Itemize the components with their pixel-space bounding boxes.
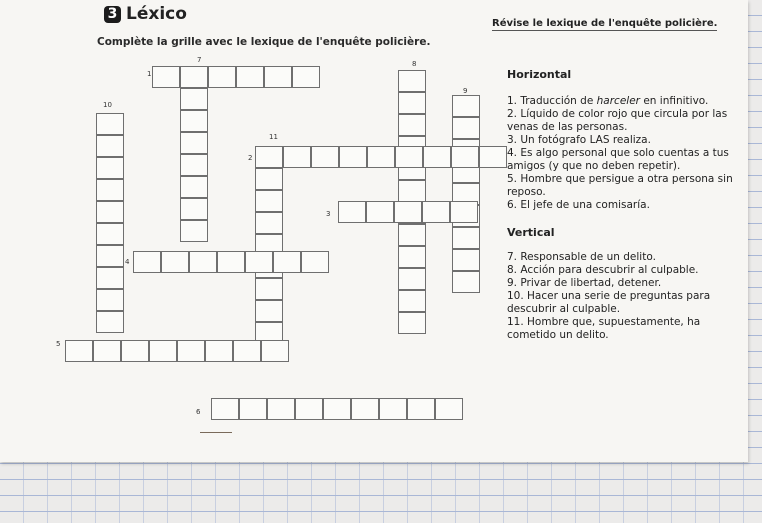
crossword-cell[interactable]: [255, 212, 283, 234]
crossword-cell[interactable]: [161, 251, 189, 273]
crossword-cell[interactable]: [452, 271, 480, 293]
crossword-cell[interactable]: [398, 180, 426, 202]
clue-horizontal-6: 6. El jefe de una comisaría.: [507, 199, 650, 211]
exercise-instructions: Complète la grille avec le lexique de l'enquête policière.: [97, 36, 431, 48]
crossword-cell[interactable]: [189, 251, 217, 273]
crossword-cell[interactable]: [452, 95, 480, 117]
crossword-cell[interactable]: [295, 398, 323, 420]
crossword-cell[interactable]: [398, 92, 426, 114]
crossword-cell[interactable]: [398, 312, 426, 334]
crossword-cell[interactable]: [451, 146, 479, 168]
crossword-cell[interactable]: [239, 398, 267, 420]
grid-number-5: 5: [56, 340, 61, 348]
crossword-cell[interactable]: [152, 66, 180, 88]
grid-number-3: 3: [326, 210, 331, 218]
crossword-cell[interactable]: [177, 340, 205, 362]
crossword-cell[interactable]: [96, 157, 124, 179]
grid-number-11: 11: [269, 133, 278, 141]
crossword-cell[interactable]: [261, 340, 289, 362]
crossword-cell[interactable]: [180, 88, 208, 110]
crossword-cell[interactable]: [366, 201, 394, 223]
crossword-cell[interactable]: [452, 227, 480, 249]
crossword-cell[interactable]: [311, 146, 339, 168]
crossword-cell[interactable]: [283, 146, 311, 168]
crossword-cell[interactable]: [96, 135, 124, 157]
crossword-cell[interactable]: [323, 398, 351, 420]
crossword-cell[interactable]: [398, 290, 426, 312]
crossword-cell[interactable]: [367, 146, 395, 168]
crossword-cell[interactable]: [96, 179, 124, 201]
clue-vertical-10: 10. Hacer una serie de preguntas para descubrir al culpable.: [507, 290, 711, 315]
crossword-cell[interactable]: [398, 268, 426, 290]
exercise-number-badge: 3: [104, 6, 121, 23]
crossword-cell[interactable]: [255, 190, 283, 212]
crossword-cell[interactable]: [422, 201, 450, 223]
crossword-cell[interactable]: [255, 278, 283, 300]
grid-number-10: 10: [103, 101, 112, 109]
crossword-cell[interactable]: [452, 249, 480, 271]
crossword-cell[interactable]: [96, 289, 124, 311]
crossword-cell[interactable]: [398, 114, 426, 136]
crossword-cell[interactable]: [398, 246, 426, 268]
crossword-cell[interactable]: [245, 251, 273, 273]
clue-vertical-7: 7. Responsable de un delito.: [507, 251, 656, 263]
crossword-cell[interactable]: [96, 311, 124, 333]
grid-number-4: 4: [125, 258, 130, 266]
clue-vertical-11: 11. Hombre que, supuestamente, ha cometido un delito.: [507, 316, 701, 341]
vertical-heading: Vertical: [507, 226, 555, 239]
crossword-cell[interactable]: [338, 201, 366, 223]
crossword-cell[interactable]: [255, 300, 283, 322]
crossword-cell[interactable]: [180, 66, 208, 88]
clue-horizontal-2: 2. Líquido de color rojo que circula por las venas de las personas.: [507, 108, 728, 133]
crossword-cell[interactable]: [96, 201, 124, 223]
crossword-cell[interactable]: [236, 66, 264, 88]
grid-number-2: 2: [248, 154, 253, 162]
crossword-cell[interactable]: [96, 113, 124, 135]
crossword-cell[interactable]: [96, 245, 124, 267]
crossword-cell[interactable]: [398, 224, 426, 246]
crossword-cell[interactable]: [450, 201, 478, 223]
crossword-cell[interactable]: [211, 398, 239, 420]
pencil-mark: [200, 432, 232, 433]
crossword-cell[interactable]: [149, 340, 177, 362]
crossword-cell[interactable]: [121, 340, 149, 362]
crossword-cell[interactable]: [292, 66, 320, 88]
crossword-cell[interactable]: [351, 398, 379, 420]
crossword-cell[interactable]: [205, 340, 233, 362]
crossword-cell[interactable]: [208, 66, 236, 88]
crossword-cell[interactable]: [255, 146, 283, 168]
crossword-cell[interactable]: [407, 398, 435, 420]
crossword-cell[interactable]: [452, 117, 480, 139]
grid-number-6: 6: [196, 408, 201, 416]
crossword-cell[interactable]: [96, 223, 124, 245]
crossword-cell[interactable]: [255, 168, 283, 190]
crossword-cell[interactable]: [423, 146, 451, 168]
crossword-cell[interactable]: [264, 66, 292, 88]
crossword-cell[interactable]: [301, 251, 329, 273]
clue-horizontal-5: 5. Hombre que persigue a otra persona sin reposo.: [507, 173, 733, 198]
crossword-cell[interactable]: [180, 220, 208, 242]
crossword-cell[interactable]: [180, 132, 208, 154]
crossword-cell[interactable]: [379, 398, 407, 420]
grid-number-8: 8: [412, 60, 417, 68]
crossword-cell[interactable]: [180, 154, 208, 176]
crossword-cell[interactable]: [479, 146, 507, 168]
crossword-cell[interactable]: [394, 201, 422, 223]
crossword-cell[interactable]: [65, 340, 93, 362]
clue-horizontal-3: 3. Un fotógrafo LAS realiza.: [507, 134, 651, 146]
grid-number-1: 1: [147, 70, 152, 78]
crossword-cell[interactable]: [93, 340, 121, 362]
horizontal-heading: Horizontal: [507, 68, 572, 81]
clue-vertical-9: 9. Privar de libertad, detener.: [507, 277, 662, 289]
crossword-cell[interactable]: [233, 340, 261, 362]
crossword-cell[interactable]: [180, 176, 208, 198]
exercise-subtitle: Révise le lexique de l'enquête policière.: [492, 18, 718, 29]
crossword-cell[interactable]: [339, 146, 367, 168]
grid-number-9: 9: [463, 87, 468, 95]
crossword-cell[interactable]: [267, 398, 295, 420]
crossword-cell[interactable]: [180, 198, 208, 220]
crossword-cell[interactable]: [217, 251, 245, 273]
crossword-cell[interactable]: [435, 398, 463, 420]
clue-horizontal-4: 4. Es algo personal que solo cuentas a tus amigos (y que no deben repetir).: [507, 147, 729, 172]
crossword-cell[interactable]: [273, 251, 301, 273]
clue-horizontal-1: 1. Traducción de harceler en infinitivo.: [507, 95, 709, 107]
crossword-cell[interactable]: [180, 110, 208, 132]
crossword-cell[interactable]: [133, 251, 161, 273]
exercise-title: Léxico: [126, 4, 187, 24]
grid-number-7: 7: [197, 56, 202, 64]
crossword-cell[interactable]: [395, 146, 423, 168]
clues-panel: [507, 68, 739, 342]
clue-vertical-8: 8. Acción para descubrir al culpable.: [507, 264, 699, 276]
crossword-cell[interactable]: [398, 70, 426, 92]
crossword-cell[interactable]: [96, 267, 124, 289]
